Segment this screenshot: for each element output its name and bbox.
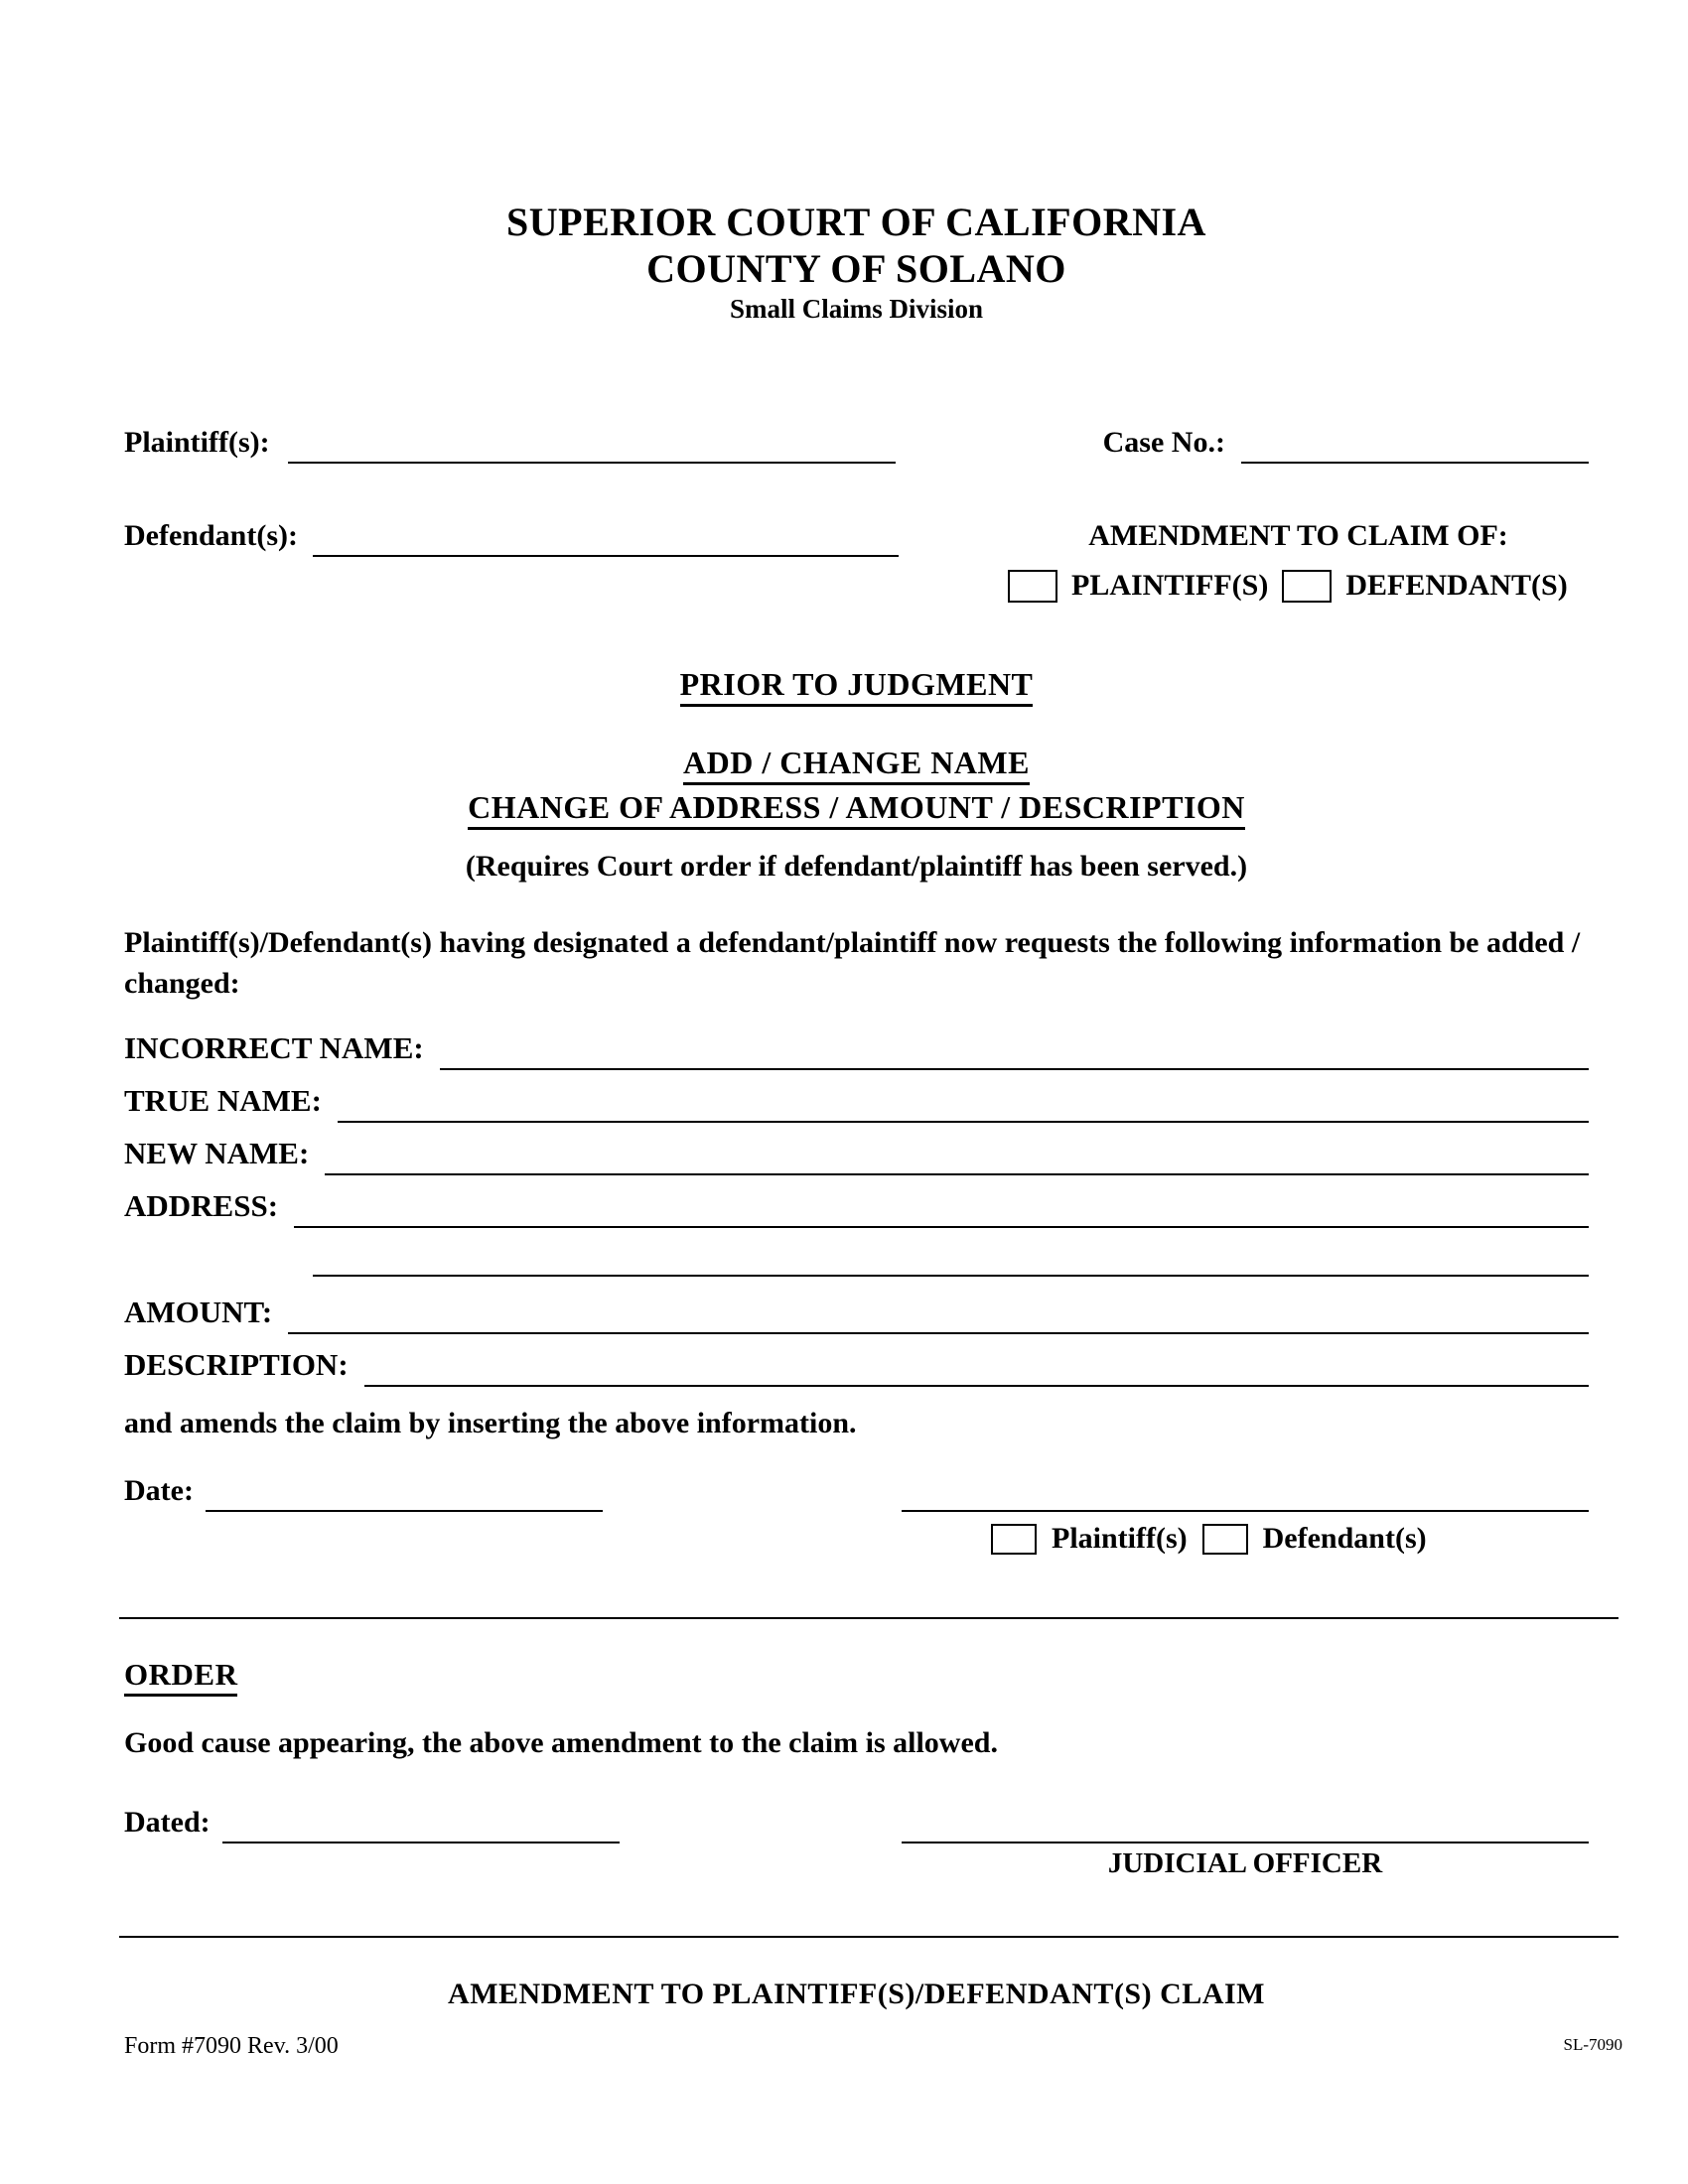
true-name-row	[124, 1083, 1589, 1119]
good-cause-text: Good cause appearing, the above amendment to the claim is allowed.	[124, 1726, 998, 1760]
defendant-group	[124, 519, 899, 553]
form-code: SL-7090	[1563, 2035, 1622, 2055]
defendant-label: Defendant(s):	[124, 519, 298, 553]
dated-label: Dated:	[124, 1806, 211, 1840]
prior-heading-wrap	[124, 666, 1589, 707]
judicial-officer-caption: JUDICIAL OFFICER	[1107, 1847, 1383, 1880]
add-change-name-heading: ADD / CHANGE NAME	[683, 745, 1030, 785]
footer-divider	[119, 1936, 1618, 1938]
new-name-input-line[interactable]	[325, 1138, 1589, 1175]
amount-input-line[interactable]	[288, 1297, 1589, 1334]
dated-input-line[interactable]	[222, 1806, 620, 1843]
footer-ids	[124, 2033, 1622, 2060]
description-label: DESCRIPTION:	[124, 1347, 349, 1383]
judicial-officer-signature-line[interactable]	[902, 1806, 1589, 1843]
add-change-heading-wrap	[124, 745, 1589, 785]
court-title-line2: COUNTY OF SOLANO	[646, 246, 1066, 292]
amendment-to-claim-heading: AMENDMENT TO CLAIM OF:	[1088, 519, 1508, 553]
address-row-2	[124, 1241, 1589, 1273]
address-label: ADDRESS:	[124, 1188, 279, 1224]
amount-row	[124, 1295, 1589, 1330]
section-divider	[119, 1617, 1618, 1619]
request-fields	[124, 1030, 1589, 1383]
form-header	[124, 199, 1589, 327]
amendment-defendant-checkbox-label: DEFENDANT(S)	[1345, 569, 1568, 603]
incorrect-name-input-line[interactable]	[440, 1032, 1589, 1070]
form-footer-title: AMENDMENT TO PLAINTIFF(S)/DEFENDANT(S) CLAIM	[448, 1978, 1265, 2011]
dated-signature-row	[124, 1806, 1589, 1840]
defendant-amendment-row	[124, 519, 1589, 603]
form-number: Form #7090 Rev. 3/00	[124, 2033, 339, 2060]
amendment-defendant-checkbox[interactable]	[1282, 570, 1332, 603]
order-heading-wrap	[124, 1657, 1589, 1697]
incorrect-name-row	[124, 1030, 1589, 1066]
address-row	[124, 1188, 1589, 1224]
case-no-label: Case No.:	[1102, 426, 1225, 460]
defendant-input-line[interactable]	[313, 519, 899, 557]
amount-label: AMOUNT:	[124, 1295, 273, 1330]
true-name-input-line[interactable]	[338, 1085, 1589, 1123]
new-name-label: NEW NAME:	[124, 1136, 310, 1171]
court-title-line1: SUPERIOR COURT OF CALIFORNIA	[506, 200, 1206, 244]
amendment-checkbox-row	[1008, 569, 1589, 603]
plaintiff-input-line[interactable]	[288, 426, 896, 464]
description-input-line[interactable]	[364, 1349, 1589, 1387]
request-intro-paragraph: Plaintiff(s)/Defendant(s) having designated a defendant/plaintiff now requests the following information be added / changed:	[124, 926, 1581, 1001]
signer-plaintiff-checkbox[interactable]	[991, 1524, 1037, 1555]
division-subtitle: Small Claims Division	[729, 294, 984, 325]
description-row	[124, 1347, 1589, 1383]
change-of-heading-wrap	[124, 789, 1589, 830]
new-name-row	[124, 1136, 1589, 1171]
true-name-label: TRUE NAME:	[124, 1083, 322, 1119]
declarant-signature-line[interactable]	[902, 1474, 1589, 1512]
change-of-address-heading: CHANGE OF ADDRESS / AMOUNT / DESCRIPTION	[468, 789, 1245, 830]
requires-court-order-note: (Requires Court order if defendant/plaintiff has been served.)	[465, 850, 1248, 884]
case-no-input-line[interactable]	[1241, 426, 1589, 464]
signer-defendant-checkbox[interactable]	[1202, 1524, 1248, 1555]
signer-plaintiff-checkbox-label: Plaintiff(s)	[1052, 1522, 1188, 1556]
order-heading: ORDER	[124, 1657, 237, 1697]
date-label: Date:	[124, 1474, 194, 1508]
spacer	[124, 1241, 313, 1273]
plaintiff-case-row	[124, 426, 1589, 460]
date-input-line[interactable]	[206, 1474, 603, 1512]
address-input-line-2[interactable]	[313, 1241, 1589, 1277]
signer-defendant-checkbox-label: Defendant(s)	[1262, 1522, 1427, 1556]
amendment-plaintiff-checkbox-label: PLAINTIFF(S)	[1071, 569, 1269, 603]
incorrect-name-label: INCORRECT NAME:	[124, 1030, 424, 1066]
amends-claim-note: and amends the claim by inserting the above information.	[124, 1407, 857, 1440]
address-input-line[interactable]	[294, 1190, 1589, 1228]
plaintiff-label: Plaintiff(s):	[124, 426, 270, 460]
prior-to-judgment-heading: PRIOR TO JUDGMENT	[680, 666, 1034, 707]
signer-checkbox-row	[902, 1522, 1589, 1556]
amendment-plaintiff-checkbox[interactable]	[1008, 570, 1057, 603]
date-signature-row	[124, 1474, 1589, 1508]
amendment-to-claim-block	[1008, 519, 1589, 603]
